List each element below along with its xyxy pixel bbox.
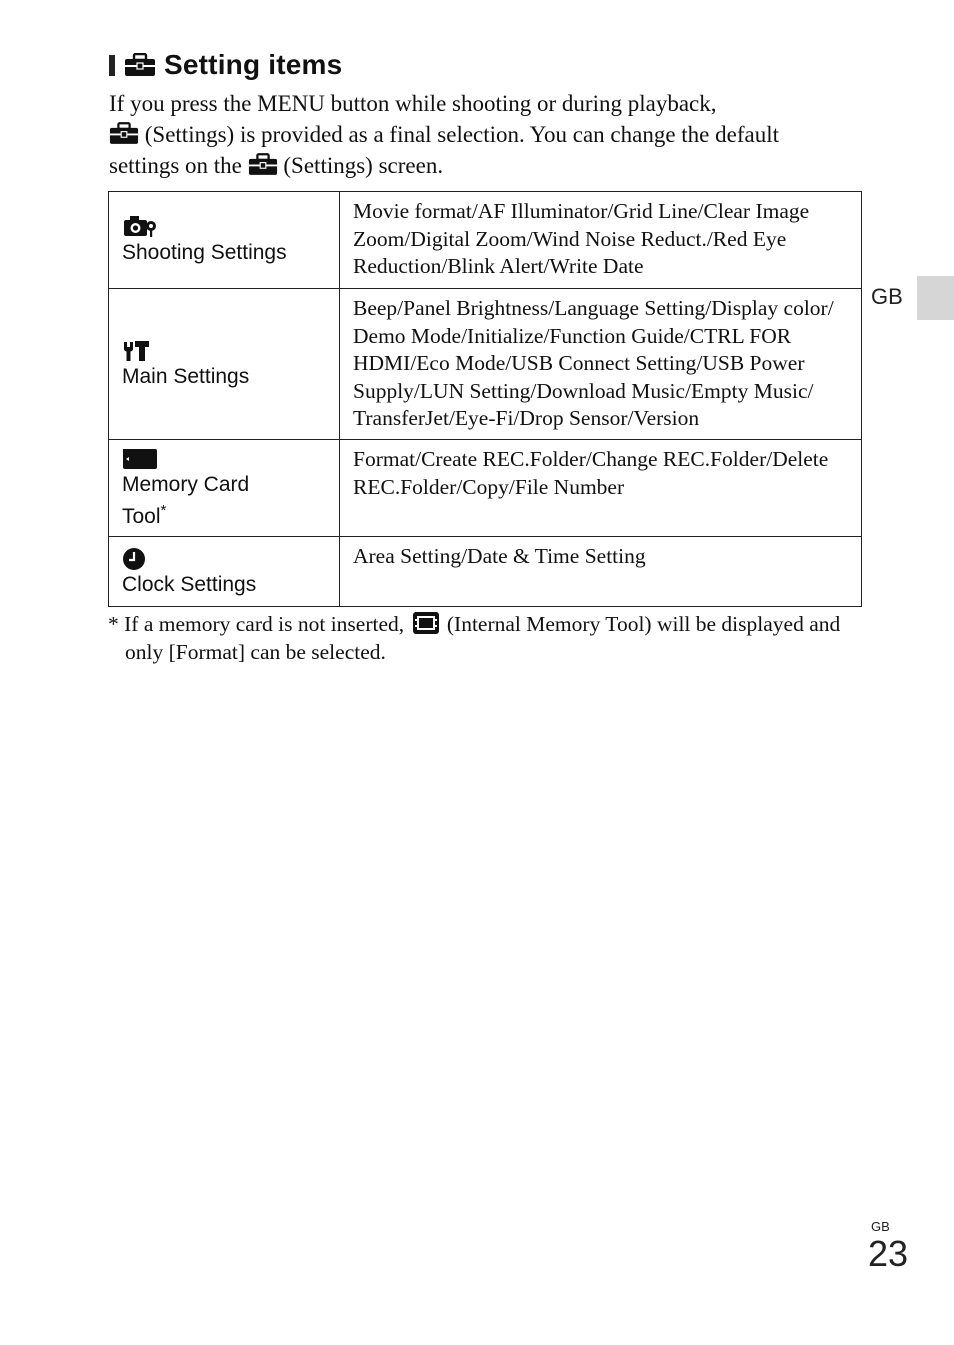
items-line: Demo Mode/Initialize/Function Guide/CTRL FOR <box>353 323 792 348</box>
footnote-text: (Internal Memory Tool) will be displayed and <box>441 612 841 636</box>
toolbox-icon <box>124 53 156 77</box>
heading-bar <box>109 55 115 76</box>
memory-card-icon <box>122 446 158 472</box>
category-cell <box>109 192 340 289</box>
internal-memory-icon <box>412 610 440 636</box>
category-cell <box>109 537 340 607</box>
intro-paragraph <box>109 88 849 181</box>
language-tab <box>917 276 954 320</box>
items-line: REC.Folder/Copy/File Number <box>353 474 625 499</box>
settings-table <box>108 191 862 607</box>
intro-line-3 <box>109 150 849 181</box>
category-label: Main Settings <box>122 365 250 388</box>
items-line: HDMI/Eco Mode/USB Connect Setting/USB Power <box>353 351 805 375</box>
footnote-line-1 <box>108 610 868 638</box>
items-line: Supply/LUN Setting/Download Music/Empty Music/ <box>353 378 814 403</box>
category-label-line2 <box>122 498 339 530</box>
category-cell <box>109 440 340 537</box>
footnote-mark: * <box>160 502 167 519</box>
items-line: Zoom/Digital Zoom/Wind Noise Reduct./Red Eye <box>353 226 787 251</box>
clock-icon <box>122 546 158 572</box>
items-line: TransferJet/Eye-Fi/Drop Sensor/Version <box>353 406 700 430</box>
intro-line-1: If you press the MENU button while shooting or during playback, <box>109 91 717 116</box>
table-row <box>109 289 862 440</box>
toolbox-icon <box>248 153 278 176</box>
language-tab-label: GB <box>871 284 903 309</box>
table-row <box>109 537 862 607</box>
section-heading <box>109 48 342 82</box>
items-line: Movie format/AF Illuminator/Grid Line/Clear Image <box>353 199 810 223</box>
table-row <box>109 192 862 289</box>
intro-text: (Settings) screen. <box>277 153 444 178</box>
category-label: Memory Card <box>122 473 250 496</box>
items-cell <box>340 192 862 289</box>
category-label: Shooting Settings <box>122 241 287 264</box>
intro-line-2 <box>109 119 849 150</box>
intro-text: (Settings) is provided as a final selection. You can change the default <box>139 122 780 147</box>
footnote-text: * If a memory card is not inserted, <box>108 612 410 636</box>
items-line: Beep/Panel Brightness/Language Setting/Display color/ <box>353 296 834 320</box>
table-row <box>109 440 862 537</box>
items-cell <box>340 537 862 607</box>
page-title: Setting items <box>164 49 343 80</box>
items-line: Area Setting/Date & Time Setting <box>353 544 646 568</box>
category-cell <box>109 289 340 440</box>
items-line: Format/Create REC.Folder/Change REC.Folder/Delete <box>353 447 829 471</box>
footnote <box>108 610 868 666</box>
footnote-line-2: only [Format] can be selected. <box>125 640 386 664</box>
category-label: Tool <box>122 505 161 528</box>
intro-text: settings on the <box>109 153 248 178</box>
items-line: Reduction/Blink Alert/Write Date <box>353 254 644 278</box>
wrench-hammer-icon <box>122 338 158 364</box>
toolbox-icon <box>109 122 139 145</box>
camera-settings-icon <box>122 214 158 240</box>
page-number: 23 <box>868 1233 909 1274</box>
items-cell <box>340 289 862 440</box>
page-region-label: GB <box>871 1219 890 1234</box>
items-cell <box>340 440 862 537</box>
category-label: Clock Settings <box>122 572 257 596</box>
